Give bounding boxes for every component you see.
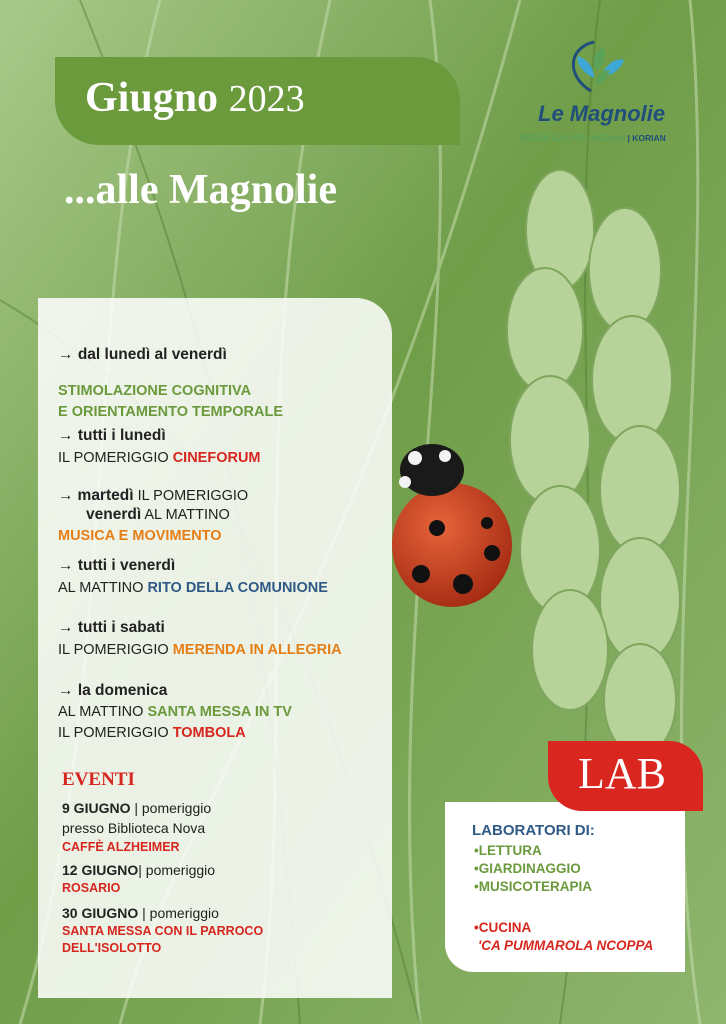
weekdays-heading: → dal lunedì al venerdì — [58, 346, 227, 363]
event-2-line: 12 GIUGNO| pomeriggio — [62, 862, 216, 878]
title-month: Giugno — [85, 75, 219, 121]
arrow-icon: → — [58, 487, 74, 504]
lab-cucina-sub: 'CA PUMMAROLA NCOPPA — [478, 938, 654, 953]
arrow-icon: → — [58, 557, 74, 574]
lab-heading: LABORATORI DI: — [472, 822, 595, 839]
friday-line: AL MATTINO RITO DELLA COMUNIONE — [58, 580, 328, 596]
arrow-icon: → — [58, 427, 74, 444]
friday-morning-line: venerdì AL MATTINO — [86, 506, 230, 523]
event-1-place: presso Biblioteca Nova — [62, 820, 206, 836]
event-2-name: ROSARIO — [62, 881, 121, 895]
sunday-morning-line: AL MATTINO SANTA MESSA IN TV — [58, 704, 292, 720]
lab-cucina: •CUCINA — [474, 920, 532, 935]
saturday-line: IL POMERIGGIO MERENDA IN ALLEGRIA — [58, 642, 342, 658]
stim-line-2: E ORIENTAMENTO TEMPORALE — [58, 404, 284, 420]
saturday-heading: → tutti i sabati — [58, 619, 165, 636]
sunday-morning-activity: SANTA MESSA IN TV — [147, 704, 292, 720]
sunday-afternoon-activity: TOMBOLA — [172, 725, 246, 741]
logo-tagline-separator: | — [625, 133, 633, 143]
page-subtitle: ...alle Magnolie — [64, 167, 337, 213]
lab-badge-text: LAB — [578, 749, 666, 798]
sunday-heading: → la domenica — [58, 682, 168, 699]
logo-tagline — [520, 133, 666, 143]
arrow-icon: → — [58, 346, 74, 363]
monday-heading: → tutti i lunedì — [58, 427, 166, 444]
sunday-afternoon-line: IL POMERIGGIO TOMBOLA — [58, 725, 246, 741]
event-3-name-1: SANTA MESSA CON IL PARROCO — [62, 924, 264, 938]
arrow-icon: → — [58, 682, 74, 699]
tuefri-activity: MUSICA E MOVIMENTO — [58, 528, 222, 544]
stim-line-1: STIMOLAZIONE COGNITIVA — [58, 383, 252, 399]
monday-activity: CINEFORUM — [172, 450, 261, 466]
friday-heading: → tutti i venerdì — [58, 557, 176, 574]
saturday-activity: MERENDA IN ALLEGRIA — [172, 642, 342, 658]
arrow-icon: → — [58, 619, 74, 636]
event-1-name: CAFFÈ ALZHEIMER — [62, 840, 180, 854]
lab-item-1: •LETTURA — [474, 843, 542, 858]
lab-item-2: •GIARDINAGGIO — [474, 861, 581, 876]
friday-activity: RITO DELLA COMUNIONE — [147, 580, 328, 596]
event-3-line: 30 GIUGNO | pomeriggio — [62, 905, 219, 921]
logo-name: Le Magnolie — [538, 101, 666, 126]
title-year: 2023 — [228, 78, 305, 120]
event-3-name-2: DELL'ISOLOTTO — [62, 941, 162, 955]
events-title: EVENTI — [62, 769, 135, 790]
logo-tagline-brand: KORIAN — [632, 133, 666, 143]
event-1-line: 9 GIUGNO | pomeriggio — [62, 800, 212, 816]
logo-tagline-residence: RESIDENZA PER ANZIANI — [520, 133, 626, 143]
page-title — [85, 74, 305, 122]
lab-item-3: •MUSICOTERAPIA — [474, 879, 592, 894]
monday-line: IL POMERIGGIO CINEFORUM — [58, 450, 261, 466]
tuesday-line: → martedì IL POMERIGGIO — [58, 487, 249, 504]
